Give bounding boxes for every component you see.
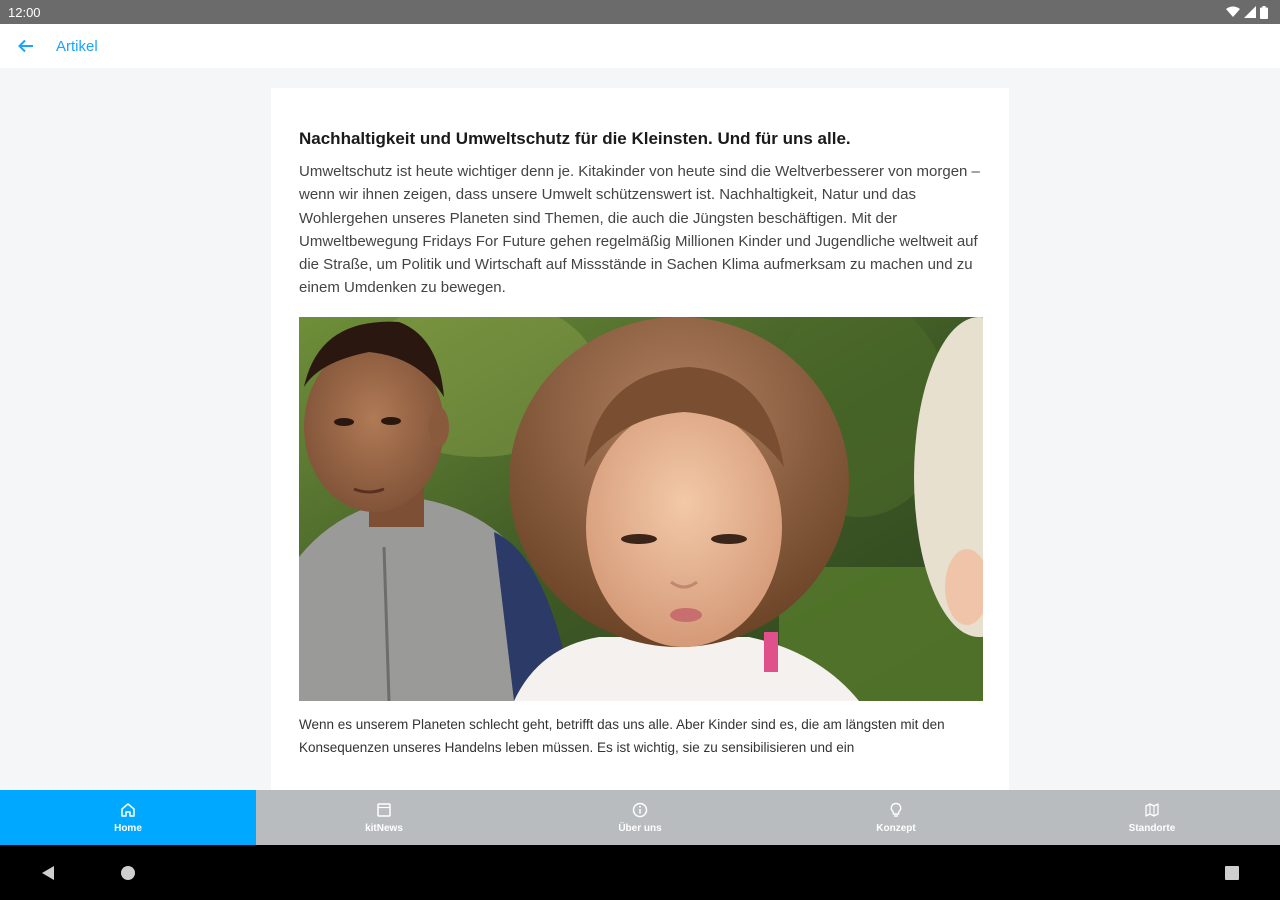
page-title: Artikel [56,37,98,55]
system-home-button[interactable] [98,845,158,900]
triangle-back-icon [40,865,56,881]
article-card [271,88,1009,790]
battery-icon [1260,6,1268,19]
app-bar [0,24,1280,68]
nav-item-kitnews[interactable] [256,790,512,845]
children-photo [299,317,983,701]
map-icon [1144,802,1160,818]
nav-item-standorte[interactable] [1024,790,1280,845]
nav-item-ueber-uns[interactable] [512,790,768,845]
nav-item-konzept[interactable] [768,790,1024,845]
circle-home-icon [120,865,136,881]
nav-label-home: Home [114,822,142,834]
back-button[interactable] [16,36,36,56]
nav-label-standorte: Standorte [1128,822,1176,834]
content-scroll-area[interactable] [0,68,1280,790]
status-bar [0,0,1280,24]
news-icon [376,802,392,818]
wifi-icon [1226,6,1240,18]
article-title: Nachhaltigkeit und Umweltschutz für die Kleinsten. Und für uns alle. [299,129,851,148]
system-recents-button[interactable] [1202,845,1262,900]
nav-label-konzept: Konzept [876,822,916,834]
article-intro: Umweltschutz ist heute wichtiger denn je. Kitakinder von heute sind die Weltverbesserer von morgen – wenn wir ihnen zeigen, dass unsere Umwelt schützenswert ist. Nachhaltigkeit, Natur und das Wohlergehen unseres Planeten sind Themen, die auch die Jüngsten beschäftigen. Mit der Umweltbewegung Fridays For Future gehen regelmäßig Millionen Kinder und Jugendliche weltweit auf die Straße, um Politik und Wirtschaft auf Missstände in Sachen Klima aufmerksam zu machen und zu einem Umdenken zu bewegen. [299,163,980,297]
nav-item-home[interactable] [0,790,256,845]
signal-icon [1244,6,1256,18]
system-back-button[interactable] [18,845,78,900]
home-icon [120,802,136,818]
system-navigation-bar [0,845,1280,900]
status-icons [1226,6,1268,19]
info-icon [632,802,648,818]
article-body: Wenn es unserem Planeten schlecht geht, betrifft das uns alle. Aber Kinder sind es, die am längsten mit den Konsequenzen unseres Handelns leben müssen. Es ist wichtig, sie zu sensibilisieren und ein [299,716,945,755]
nav-label-ueber-uns: Über uns [618,822,662,834]
lightbulb-icon [888,802,904,818]
square-recents-icon [1224,865,1240,881]
nav-label-kitnews: kitNews [365,822,403,834]
bottom-navigation [0,790,1280,845]
status-time: 12:00 [8,4,41,20]
article-image [299,317,983,701]
arrow-left-icon [18,39,34,53]
